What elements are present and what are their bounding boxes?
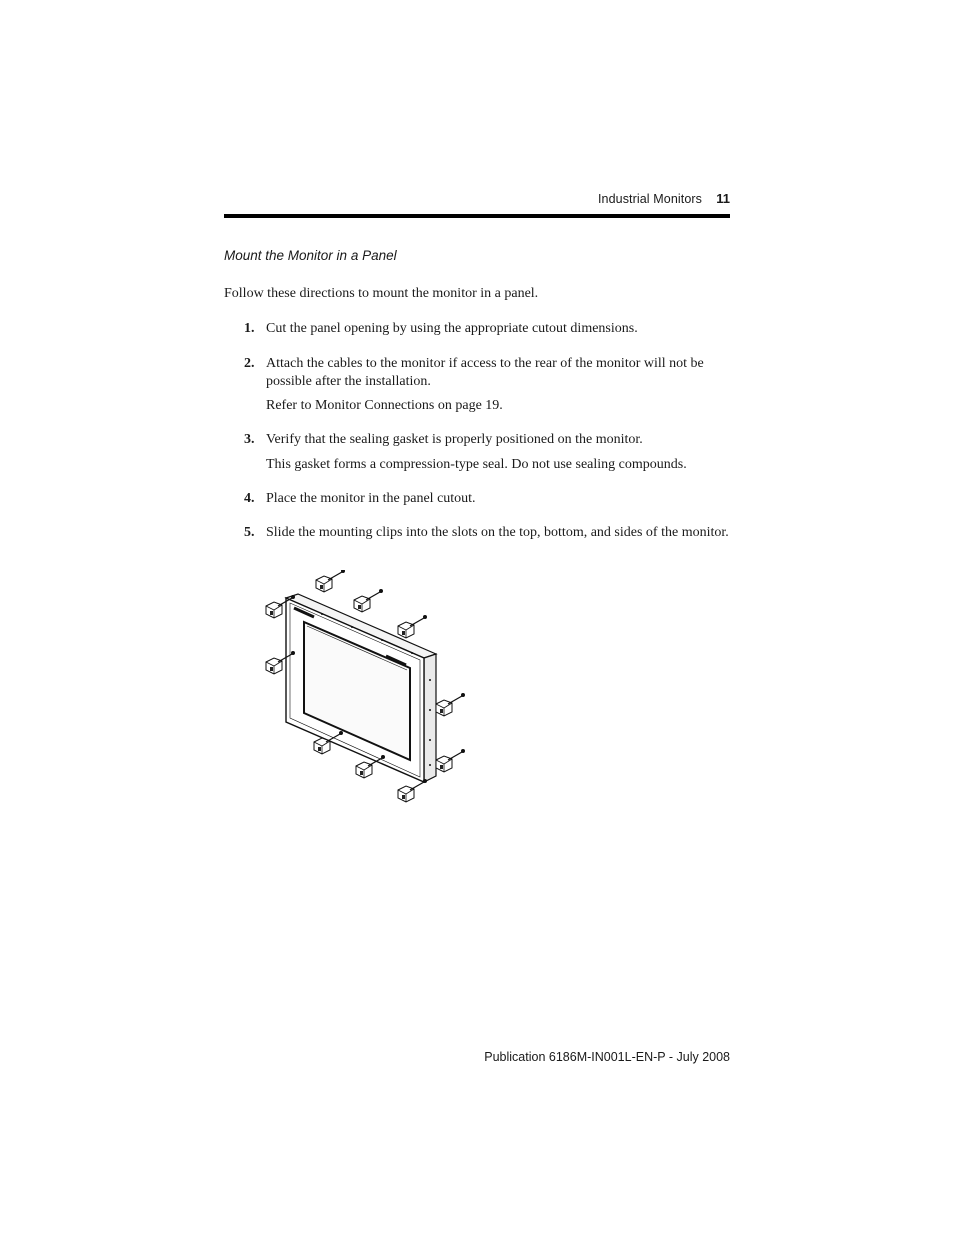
mounting-clip-icon bbox=[398, 779, 427, 802]
step-text: Place the monitor in the panel cutout. bbox=[266, 491, 476, 506]
header-rule bbox=[224, 214, 730, 218]
section-title: Mount the Monitor in a Panel bbox=[224, 248, 397, 263]
step-2-note: Refer to Monitor Connections on page 19. bbox=[266, 398, 503, 413]
step-5 bbox=[224, 524, 730, 542]
mounting-clip-icon bbox=[398, 615, 427, 638]
page-number: 11 bbox=[716, 191, 730, 206]
step-4 bbox=[224, 490, 730, 508]
step-number: 4. bbox=[244, 491, 255, 506]
step-text: Attach the cables to the monitor if access to the rear of the monitor will not be possible after the installation. bbox=[266, 356, 704, 389]
running-header bbox=[224, 192, 730, 210]
step-number: 1. bbox=[244, 321, 255, 336]
monitor-illustration-svg bbox=[262, 570, 472, 810]
step-number: 2. bbox=[244, 356, 255, 371]
step-3 bbox=[224, 431, 730, 449]
mounting-clip-icon bbox=[436, 749, 465, 772]
step-number: 3. bbox=[244, 432, 255, 447]
monitor-mounting-clips-illustration bbox=[262, 570, 472, 810]
mounting-clip-icon bbox=[436, 693, 465, 716]
monitor-right-edge bbox=[424, 654, 436, 782]
mounting-clip-icon bbox=[354, 589, 383, 612]
intro-text: Follow these directions to mount the monitor in a panel. bbox=[224, 286, 539, 301]
header-title: Industrial Monitors bbox=[597, 192, 702, 206]
step-number: 5. bbox=[244, 525, 255, 540]
step-2 bbox=[224, 355, 730, 391]
step-3-note: This gasket forms a compression-type seal. Do not use sealing compounds. bbox=[266, 457, 687, 472]
step-text: Cut the panel opening by using the appropriate cutout dimensions. bbox=[266, 321, 638, 336]
step-text: Slide the mounting clips into the slots on the top, bottom, and sides of the monitor. bbox=[266, 525, 729, 540]
step-1 bbox=[224, 320, 730, 338]
step-text: Verify that the sealing gasket is properly positioned on the monitor. bbox=[266, 432, 643, 447]
mounting-clip-icon bbox=[316, 570, 345, 592]
publication-footer: Publication 6186M-IN001L-EN-P - July 2008 bbox=[484, 1050, 730, 1064]
